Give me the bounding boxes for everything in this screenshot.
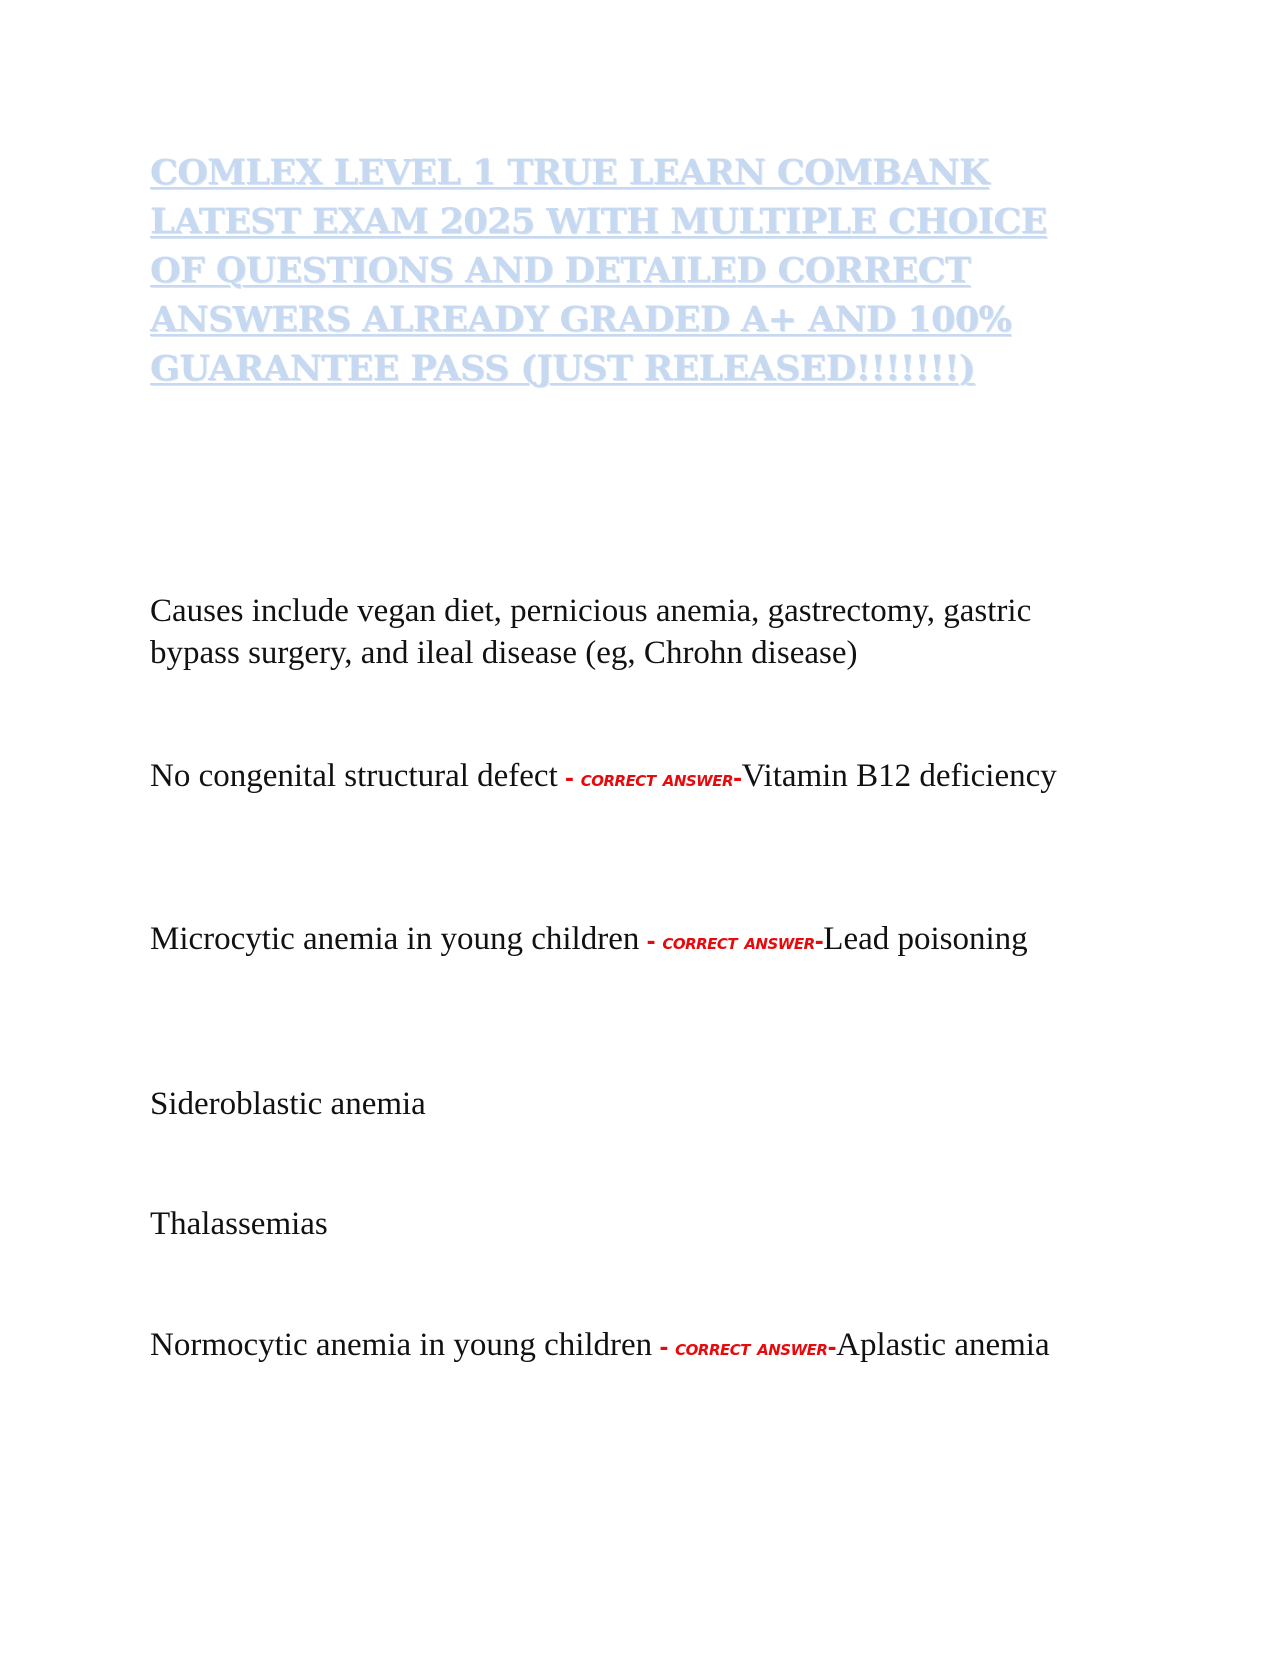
entry-question: Microcytic anemia in young children <box>150 921 640 957</box>
list-item <box>150 590 1090 674</box>
entry-answer: Aplastic anemia <box>836 1327 1050 1363</box>
entry-answer: Vitamin B12 deficiency <box>741 758 1057 794</box>
list-item <box>150 755 1090 801</box>
list-item <box>150 1324 1090 1370</box>
document-title: COMLEX LEVEL 1 TRUE LEARN COMBANK LATEST EXAM 2025 WITH MULTIPLE CHOICE OF QUESTIONS AND DETAILED CORRECT ANSWERS ALREADY GRADED A+ AND 100% GUARANTEE PASS (JUST RELEASED!!!!!!!) <box>150 152 1047 389</box>
correct-answer-tag: - correct answer- <box>639 930 824 955</box>
entry-answer: Lead poisoning <box>823 921 1028 957</box>
entry-question: No congenital structural defect <box>150 758 558 794</box>
entry-question: Thalassemias <box>150 1206 328 1242</box>
correct-answer-tag: - correct answer- <box>557 767 742 792</box>
correct-answer-tag: - correct answer- <box>652 1336 837 1361</box>
entry-question: Causes include vegan diet, pernicious anemia, gastrectomy, gastric bypass surgery, and ileal disease (eg, Chrohn disease) <box>150 593 1032 671</box>
entry-question: Sideroblastic anemia <box>150 1086 426 1122</box>
list-item <box>150 1083 1090 1125</box>
list-item <box>150 1203 1090 1245</box>
list-item <box>150 918 1090 964</box>
entry-question: Normocytic anemia in young children <box>150 1327 653 1363</box>
